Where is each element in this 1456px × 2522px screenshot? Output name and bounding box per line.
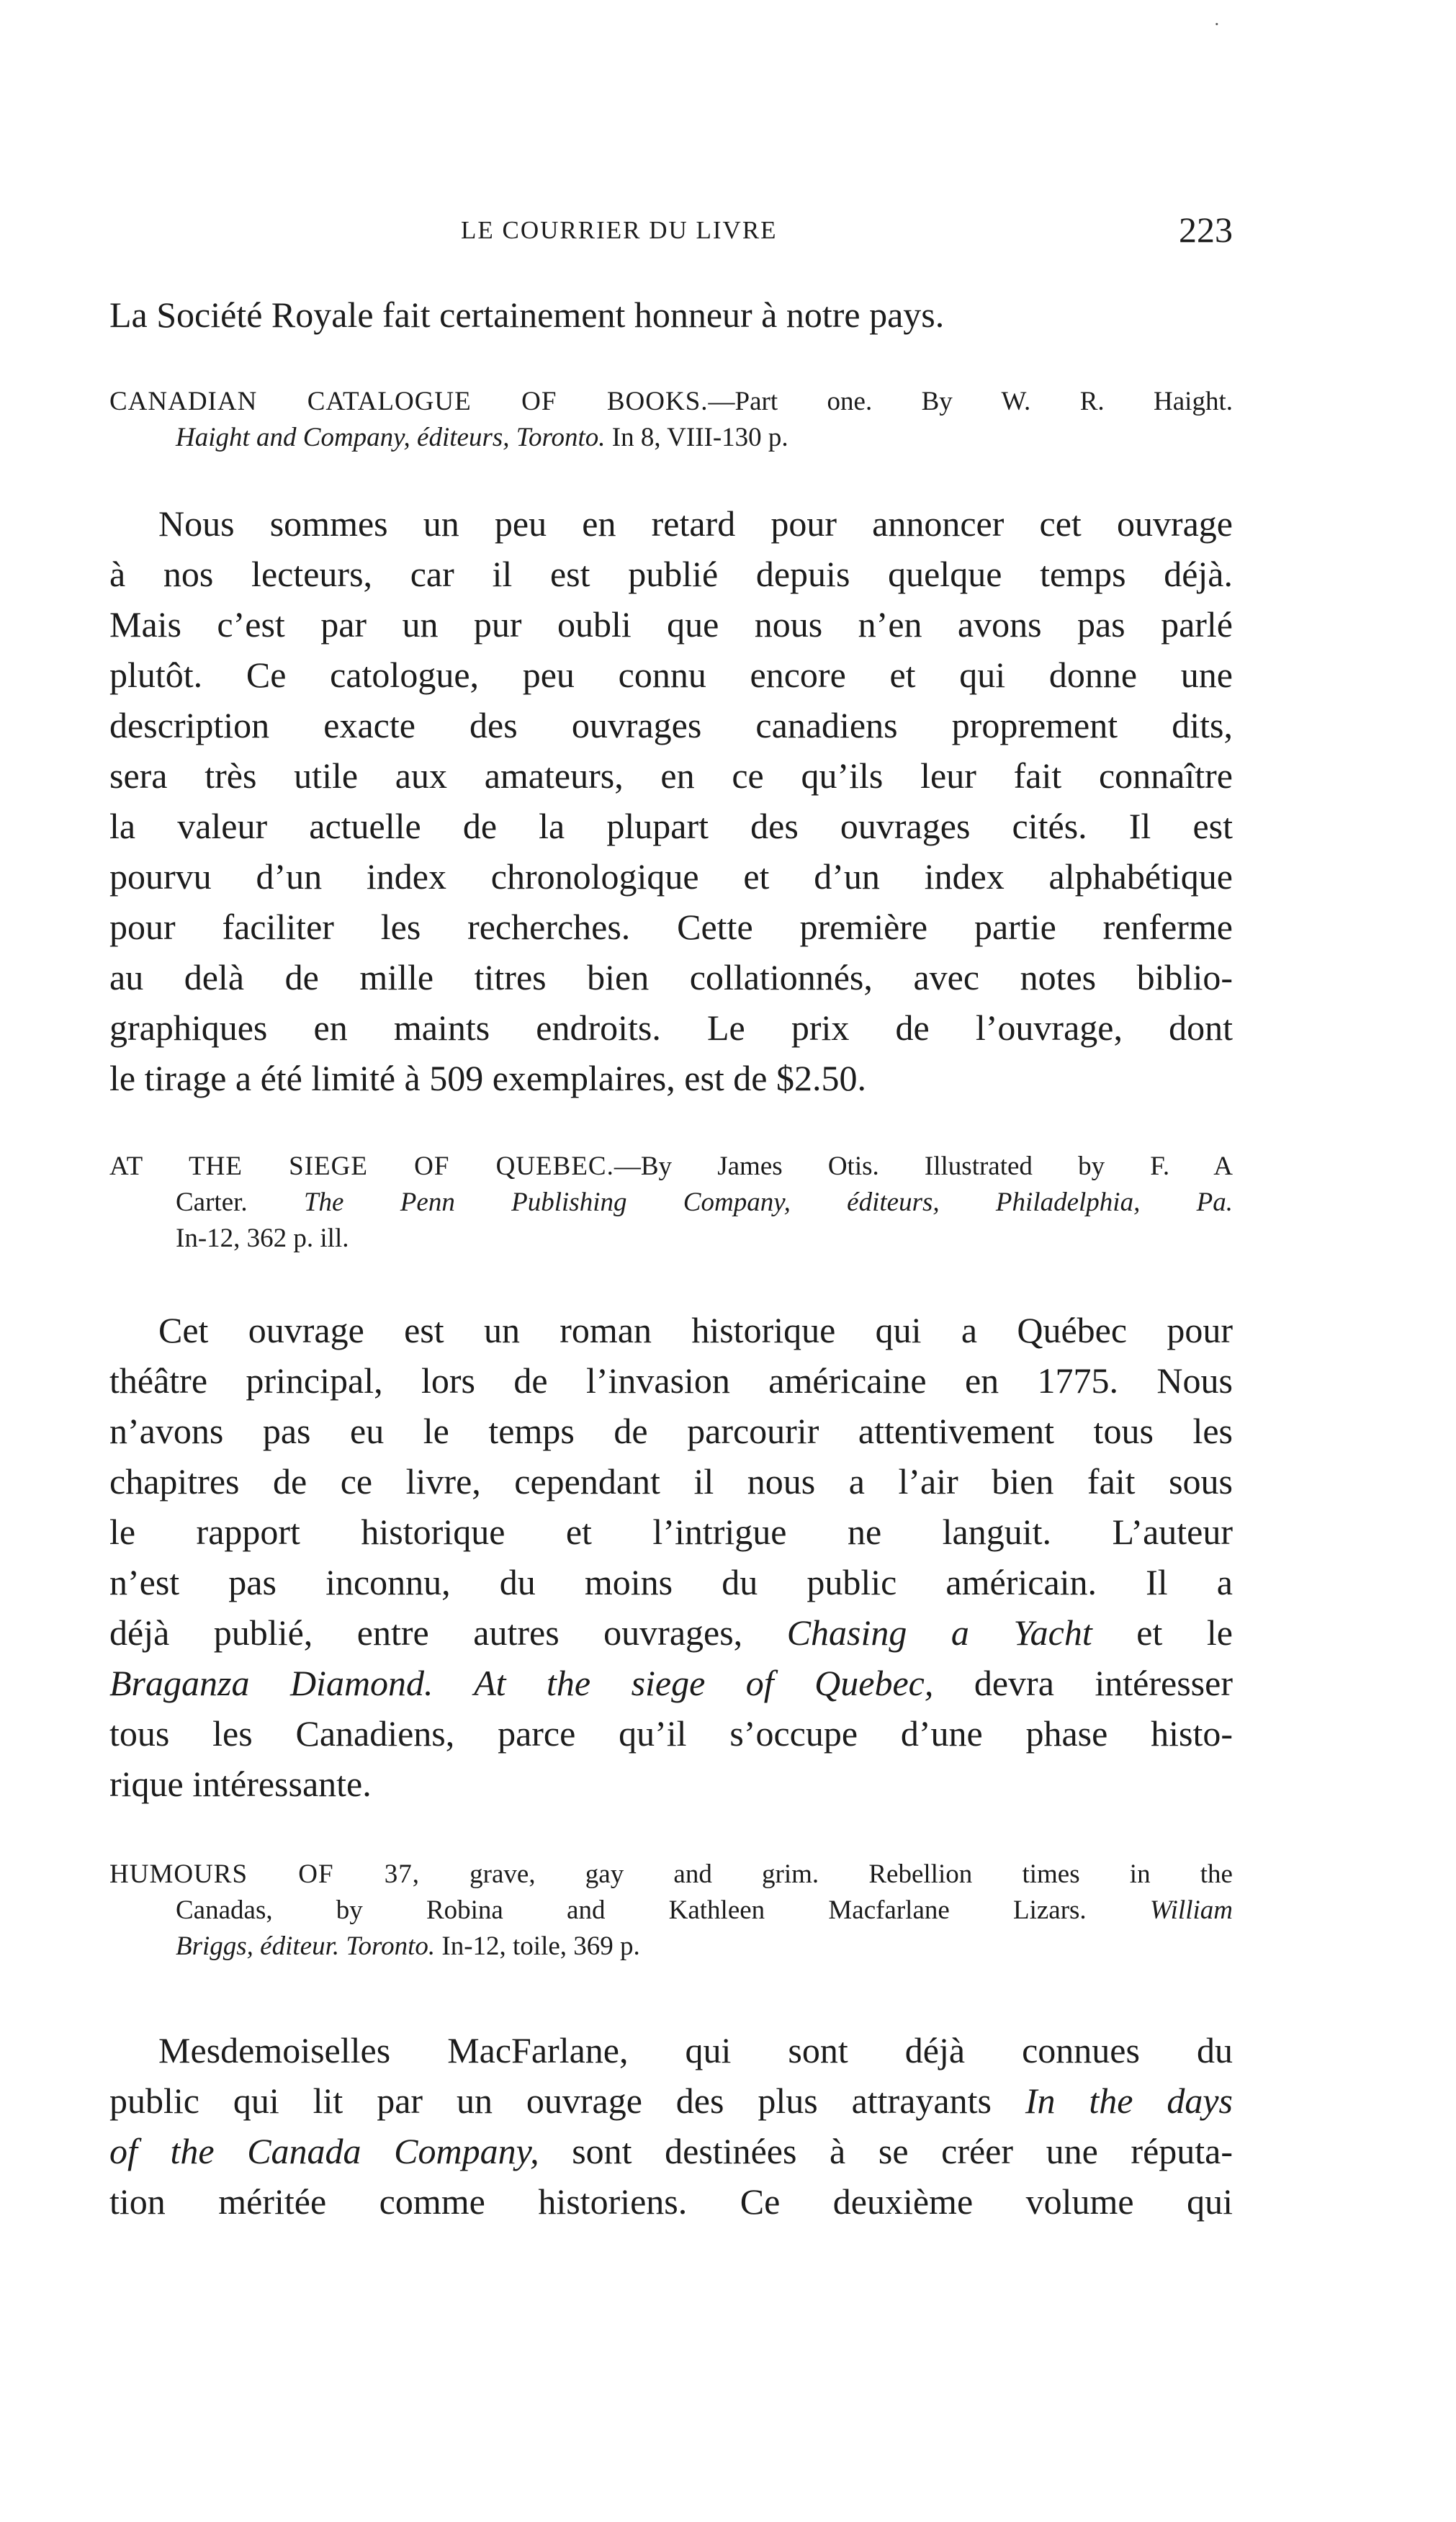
entry-publisher-line — [109, 1185, 1233, 1221]
paragraph-line: théâtre principal, lors de l’invasion américaine en 1775. Nous — [109, 1360, 1233, 1401]
review-paragraph-canadian-catalogue — [109, 498, 1233, 1103]
entry-publisher-line — [109, 420, 1233, 456]
entry-format: In-12, toile, 369 p. — [435, 1931, 640, 1961]
entry-authors: Canadas, by Robina and Kathleen Macfarlane Lizars. — [176, 1895, 1150, 1925]
paragraph-line: la valeur actuelle de la plupart des ouvrages cités. Il est — [109, 806, 1233, 846]
paragraph-line: chapitres de ce livre, cependant il nous a l’air bien fait sous — [109, 1461, 1233, 1502]
paragraph-line: à nos lecteurs, car il est publié depuis quelque temps déjà. — [109, 554, 1233, 594]
paragraph-line: au delà de mille titres bien collationnés, avec notes biblio- — [109, 957, 1233, 997]
paragraph-line: Mesdemoiselles MacFarlane, qui sont déjà connues du — [158, 2030, 1233, 2070]
paragraph-line: description exacte des ouvrages canadiens proprement dits, — [109, 705, 1233, 745]
entry-publisher: Haight and Company, éditeurs, Toronto. — [176, 423, 606, 452]
paragraph-line: Mais c’est par un pur oubli que nous n’en avons pas parlé — [109, 604, 1233, 645]
page-number: 223 — [1179, 210, 1233, 250]
paragraph-line: le tirage a été limité à 509 exemplaires, est de $2.50. — [109, 1058, 867, 1098]
entry-heading-line — [109, 384, 1233, 420]
paragraph-line: Cet ouvrage est un roman historique qui a Québec pour — [158, 1310, 1233, 1350]
bibliographic-entry-canadian-catalogue — [109, 384, 1233, 456]
entry-publisher: Briggs, éditeur. Toronto. — [176, 1931, 436, 1961]
paragraph-line: pourvu d’un index chronologique et d’un index alphabétique — [109, 856, 1233, 897]
paragraph-line: pour faciliter les recherches. Cette première partie renferme — [109, 907, 1233, 947]
paragraph-line: La Société Royale fait certainement honneur à notre pays. — [109, 295, 945, 335]
book-title-reference: At the siege of Quebec, — [474, 1663, 934, 1703]
bibliographic-entry-siege-of-quebec — [109, 1149, 1233, 1257]
entry-heading-line — [109, 1149, 1233, 1185]
paragraph-line: n’avons pas eu le temps de parcourir attentivement tous les — [109, 1411, 1233, 1451]
entry-title: HUMOURS OF 37, — [109, 1859, 420, 1889]
paragraph-line: déjà publié, entre autres ouvrages, Chasing a Yacht et le — [109, 1612, 1233, 1653]
paragraph-line: sera très utile aux amateurs, en ce qu’ils leur fait connaître — [109, 755, 1233, 796]
entry-illustrator: Carter. — [176, 1188, 304, 1217]
book-title-reference: In the days — [1025, 2081, 1233, 2121]
paragraph-line: graphiques en maints endroits. Le prix de l’ouvrage, dont — [109, 1008, 1233, 1048]
book-title-reference: Braganza Diamond. — [109, 1663, 433, 1703]
entry-publisher-line — [109, 1929, 1233, 1965]
entry-publisher: The Penn Publishing Company, éditeurs, Philadelphia, Pa. — [303, 1188, 1233, 1217]
entry-author: —By James Otis. Illustrated by F. A — [614, 1152, 1233, 1181]
review-paragraph-humours-of-37 — [109, 2025, 1233, 2227]
entry-title: CANADIAN CATALOGUE OF BOOKS. — [109, 387, 709, 416]
opening-paragraph — [109, 290, 1233, 340]
entry-author-line — [109, 1893, 1233, 1929]
paragraph-line: Braganza Diamond. At the siege of Quebec, devra intéresser — [109, 1663, 1233, 1703]
paragraph-line: rique intéressante. — [109, 1764, 372, 1804]
entry-author: —Part one. By W. R. Haight. — [708, 387, 1233, 416]
paragraph-line: Nous sommes un peu en retard pour annoncer cet ouvrage — [158, 503, 1233, 544]
entry-title: AT THE SIEGE OF QUEBEC. — [109, 1152, 614, 1181]
bibliographic-entry-humours-of-37 — [109, 1857, 1233, 1965]
running-head — [109, 209, 1233, 259]
entry-heading-line — [109, 1857, 1233, 1893]
entry-format: In 8, VIII-130 p. — [605, 423, 788, 452]
entry-publisher: William — [1149, 1895, 1233, 1925]
paragraph-line: le rapport historique et l’intrigue ne languit. L’auteur — [109, 1512, 1233, 1552]
paragraph-line: n’est pas inconnu, du moins du public américain. Il a — [109, 1562, 1233, 1602]
entry-subtitle: grave, gay and grim. Rebellion times in the — [419, 1859, 1233, 1889]
paragraph-line: tous les Canadiens, parce qu’il s’occupe d’une phase histo- — [109, 1713, 1233, 1754]
paragraph-line: public qui lit par un ouvrage des plus attrayants In the days — [109, 2081, 1233, 2121]
page-corner-mark: · — [1214, 14, 1220, 35]
entry-format: In-12, 362 p. ill. — [176, 1224, 349, 1253]
review-paragraph-siege-of-quebec — [109, 1305, 1233, 1809]
book-title-reference: of the Canada Company, — [109, 2131, 539, 2171]
paragraph-line: of the Canada Company, sont destinées à se créer une réputa- — [109, 2131, 1233, 2171]
book-title-reference: Chasing a Yacht — [786, 1612, 1092, 1653]
running-title: LE COURRIER DU LIVRE — [461, 216, 778, 244]
paragraph-line: plutôt. Ce catologue, peu connu encore et qui donne une — [109, 655, 1233, 695]
paragraph-line: tion méritée comme historiens. Ce deuxième volume qui — [109, 2181, 1233, 2222]
